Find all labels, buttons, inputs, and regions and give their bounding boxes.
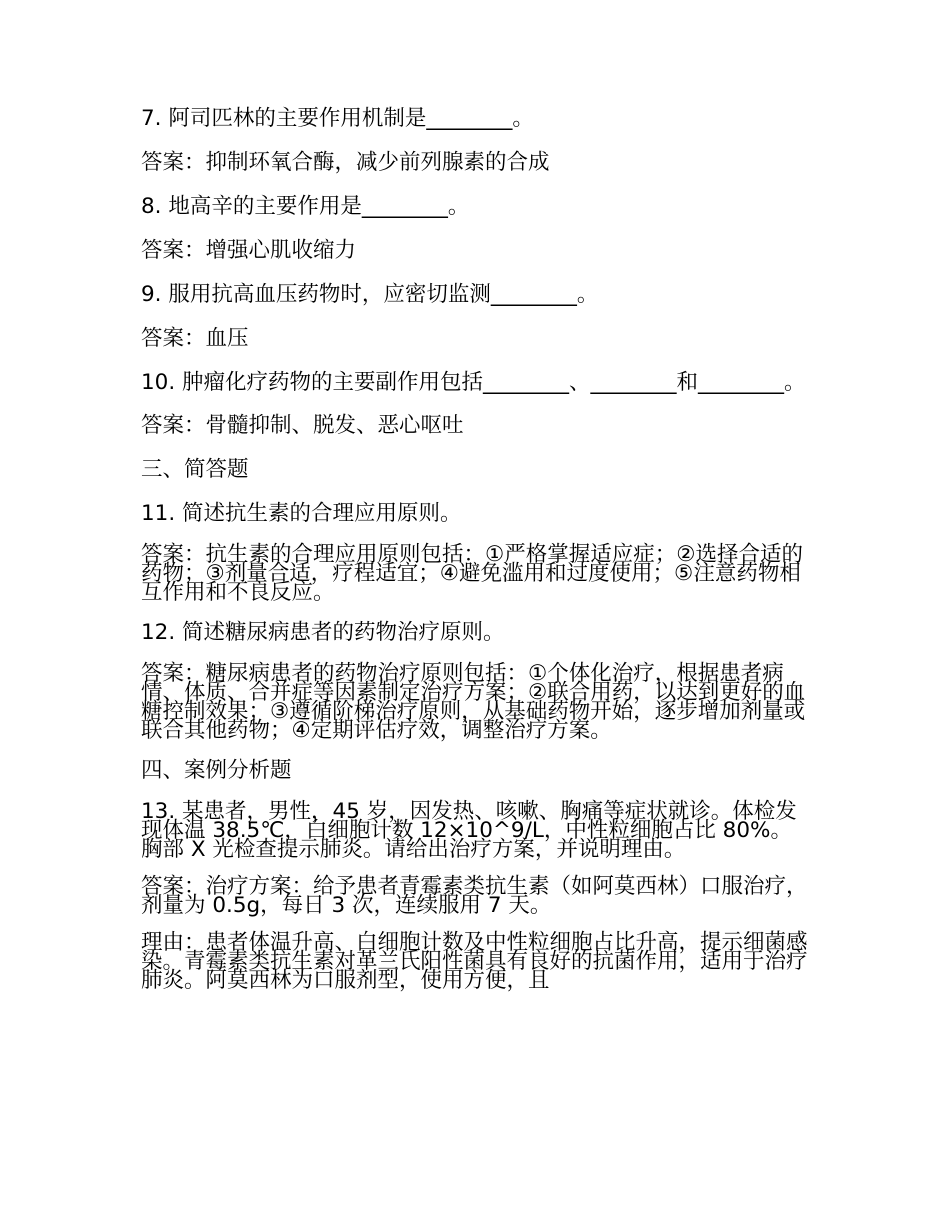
- section-heading-short-answer: 三、简答题: [141, 457, 249, 482]
- question-11: 11. 简述抗生素的合理应用原则。: [141, 501, 462, 526]
- answer-13-reason: 理由：患者体温升高、白细胞计数及中性粒细胞占比升高，提示细菌感染。青霉素类抗生素对革兰氏阳性菌具有良好的抗菌作用，适用于治疗肺炎。阿莫西林为口服剂型，使用方便，且: [141, 930, 808, 993]
- question-9: 9. 服用抗高血压药物时，应密切监测________。: [141, 282, 599, 307]
- answer-8: 答案：增强心肌收缩力: [141, 238, 357, 263]
- question-10: 10. 肿瘤化疗药物的主要副作用包括________、________和________。: [141, 370, 806, 395]
- question-8: 8. 地高辛的主要作用是________。: [141, 194, 470, 219]
- answer-9: 答案：血压: [141, 326, 249, 351]
- answer-10: 答案：骨髓抑制、脱发、恶心呕吐: [141, 413, 464, 438]
- document-page: [141, 100, 811, 993]
- question-13: 13. 某患者，男性，45 岁，因发热、咳嗽、胸痛等症状就诊。体检发现体温 38.5℃，白细胞计数 12×10^9/L，中性粒细胞占比 80%。胸部 X 光检查提示肺炎。请给出治疗方案，并说明理由。: [141, 799, 797, 862]
- answer-13-plan: 答案：治疗方案：给予患者青霉素类抗生素（如阿莫西林）口服治疗，剂量为 0.5g，每日 3 次，连续服用 7 天。: [141, 874, 808, 918]
- answer-7: 答案：抑制环氧合酶，减少前列腺素的合成: [141, 150, 550, 175]
- question-12: 12. 简述糖尿病患者的药物治疗原则。: [141, 620, 505, 645]
- question-7: 7. 阿司匹林的主要作用机制是________。: [141, 106, 534, 131]
- answer-11: 答案：抗生素的合理应用原则包括：①严格掌握适应症；②选择合适的药物；③剂量合适，疗程适宜；④避免滥用和过度使用；⑤注意药物相互作用和不良反应。: [141, 542, 804, 605]
- answer-12: 答案：糖尿病患者的药物治疗原则包括：①个体化治疗，根据患者病情、体质、合并症等因素制定治疗方案；②联合用药，以达到更好的血糖控制效果；③遵循阶梯治疗原则，从基础药物开始，逐步增加剂量或联合其他药物；④定期评估疗效，调整治疗方案。: [141, 661, 806, 743]
- section-heading-case-analysis: 四、案例分析题: [141, 758, 292, 783]
